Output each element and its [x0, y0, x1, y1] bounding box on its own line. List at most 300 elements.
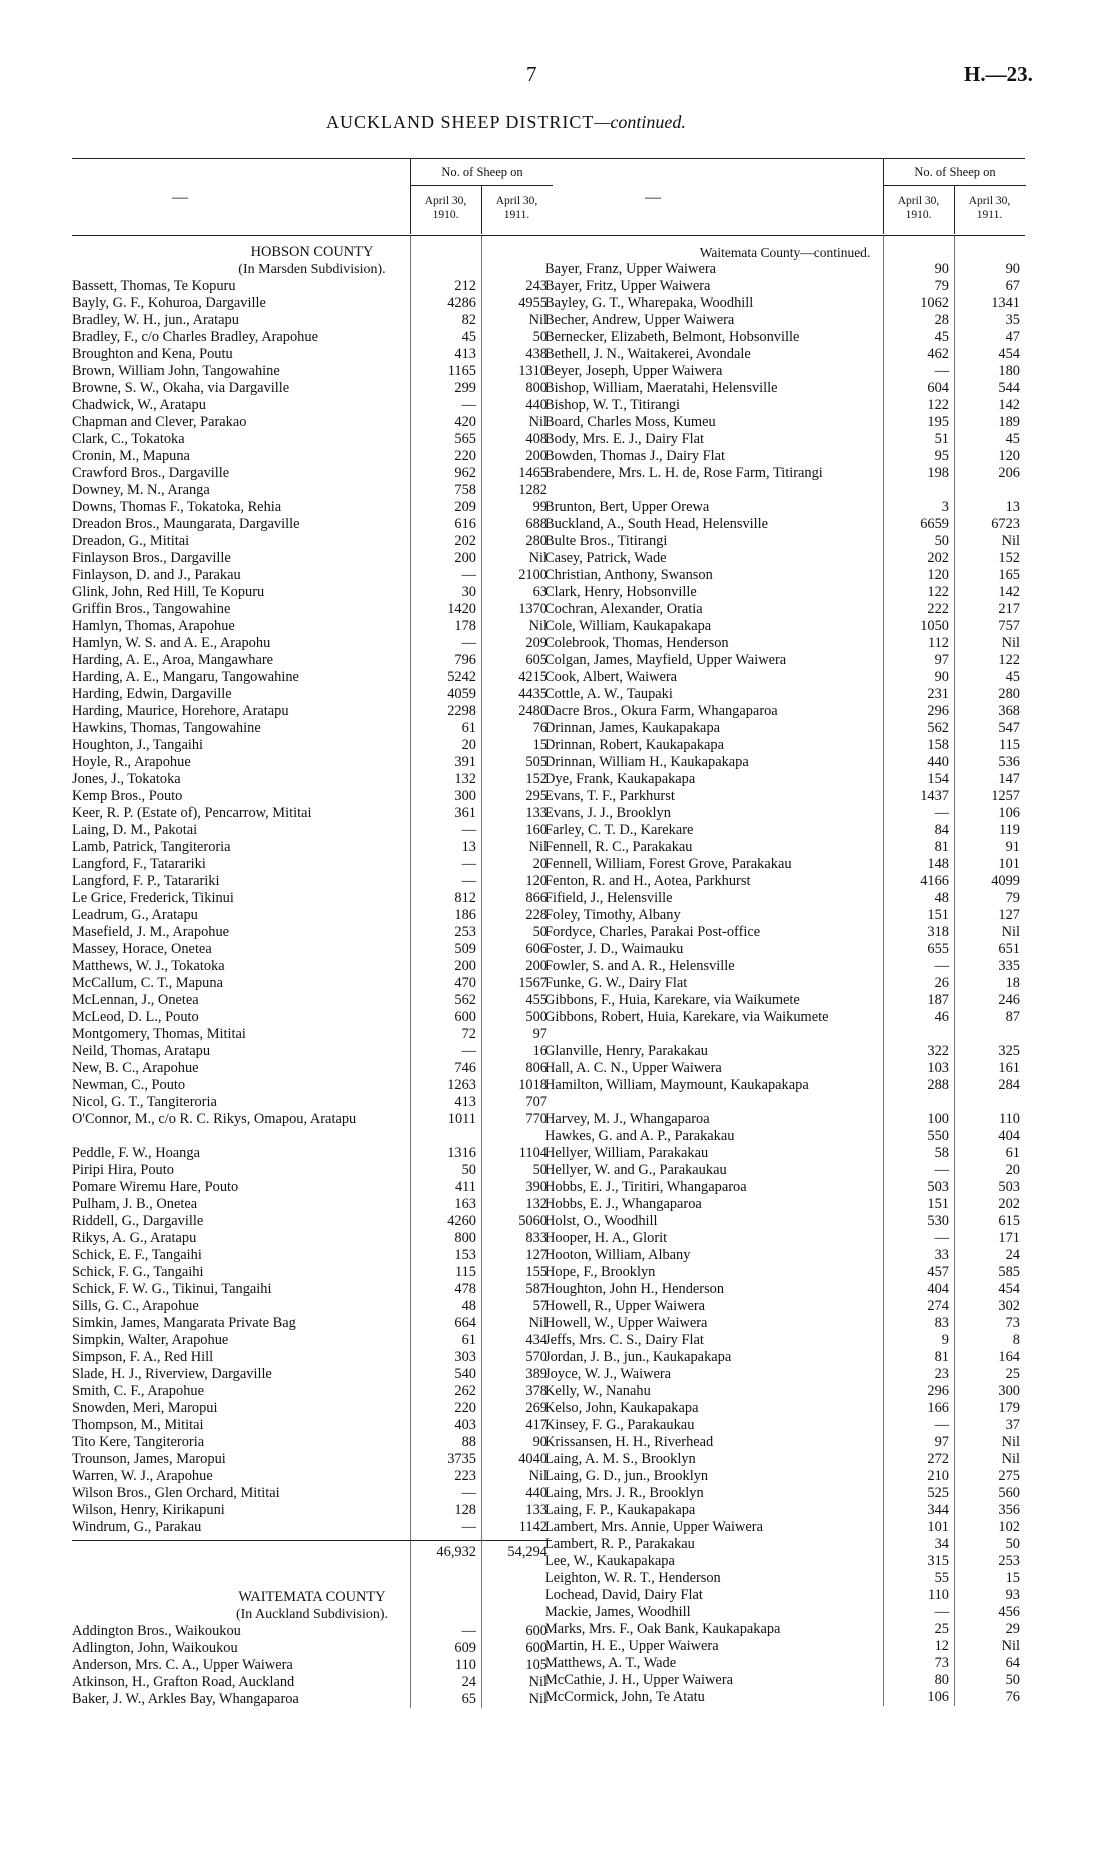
sheep-1910: 223 — [454, 1468, 476, 1484]
name-column-header: — — [645, 189, 661, 206]
sheep-1911: 440 — [525, 1485, 547, 1501]
sheep-1910: 51 — [934, 431, 949, 447]
sheep-1911: 73 — [1005, 1315, 1020, 1331]
owner-name: Langford, F. P., Tatarariki — [72, 873, 220, 889]
sheep-1910: 132 — [454, 771, 476, 787]
sheep-1910: — — [934, 1230, 949, 1246]
table-row — [545, 618, 1025, 635]
sheep-1910: 1062 — [920, 295, 949, 311]
owner-name: Lochead, David, Dairy Flat — [545, 1587, 703, 1603]
table-row — [545, 414, 1025, 431]
title-text: AUCKLAND SHEEP DISTRICT — [326, 112, 595, 132]
owner-name: Gibbons, Robert, Huia, Karekare, via Waikumete — [545, 1009, 829, 1025]
sheep-1910: 315 — [927, 1553, 949, 1569]
sheep-1911: 97 — [532, 1026, 547, 1042]
owner-name: Body, Mrs. E. J., Dairy Flat — [545, 431, 704, 447]
sheep-1910: 79 — [934, 278, 949, 294]
sheep-1910: 178 — [454, 618, 476, 634]
owner-name: Wilson Bros., Glen Orchard, Mititai — [72, 1485, 280, 1501]
table-row — [72, 958, 552, 975]
owner-name: Atkinson, H., Grafton Road, Auckland — [72, 1674, 295, 1690]
sheep-1911: 335 — [998, 958, 1020, 974]
sheep-1910: 318 — [927, 924, 949, 940]
sheep-1911: 600 — [525, 1640, 547, 1656]
owner-name: McCallum, C. T., Mapuna — [72, 975, 223, 991]
sheep-1911: 24 — [1005, 1247, 1020, 1263]
sheep-1911: 325 — [998, 1043, 1020, 1059]
table-row — [72, 924, 552, 941]
owner-name: Hope, F., Brooklyn — [545, 1264, 656, 1280]
sheep-1910: 20 — [461, 737, 476, 753]
table-row — [72, 890, 552, 907]
owner-name: Kemp Bros., Pouto — [72, 788, 183, 804]
table-row — [545, 1621, 1025, 1638]
owner-name: Broughton and Kena, Poutu — [72, 346, 233, 362]
table-row — [72, 941, 552, 958]
table-row — [545, 1349, 1025, 1366]
sheep-1911: 585 — [998, 1264, 1020, 1280]
owner-name: Bowden, Thomas J., Dairy Flat — [545, 448, 726, 464]
owner-name: Harding, Maurice, Horehore, Aratapu — [72, 703, 289, 719]
table-row — [545, 1536, 1025, 1553]
owner-name: Massey, Horace, Onetea — [72, 941, 212, 957]
hobson-total-row — [72, 1540, 552, 1563]
table-row — [545, 1111, 1025, 1128]
owner-name: Matthews, A. T., Wade — [545, 1655, 677, 1671]
sheep-1911: 50 — [532, 329, 547, 345]
sheep-1910: 3735 — [447, 1451, 476, 1467]
sheep-1910: 13 — [461, 839, 476, 855]
sheep-1911: 243 — [525, 278, 547, 294]
sheep-1911: 152 — [998, 550, 1020, 566]
table-row — [72, 618, 552, 635]
table-row — [545, 703, 1025, 720]
sheep-1910: 962 — [454, 465, 476, 481]
table-row — [72, 703, 552, 720]
sheep-1910: 2298 — [447, 703, 476, 719]
owner-name: Brabendere, Mrs. L. H. de, Rose Farm, Titirangi — [545, 465, 823, 481]
sheep-1911: 127 — [525, 1247, 547, 1263]
owner-name: Kelso, John, Kaukapakapa — [545, 1400, 699, 1416]
sheep-1911: Nil — [528, 414, 547, 430]
waitemata-county-heading: WAITEMATA COUNTY — [238, 1589, 386, 1605]
table-row — [545, 1298, 1025, 1315]
table-row — [545, 1213, 1025, 1230]
sheep-1911: 35 — [1005, 312, 1020, 328]
sheep-1911: 91 — [1005, 839, 1020, 855]
sheep-1910: 166 — [927, 1400, 949, 1416]
sheep-1911: 280 — [998, 686, 1020, 702]
owner-name: Jordan, J. B., jun., Kaukapakapa — [545, 1349, 732, 1365]
table-row — [72, 669, 552, 686]
owner-name: Adlington, John, Waikoukou — [72, 1640, 238, 1656]
table-row — [545, 992, 1025, 1009]
owner-name: Leadrum, G., Aratapu — [72, 907, 198, 923]
sheep-1910: 800 — [454, 1230, 476, 1246]
table-row — [545, 431, 1025, 448]
table-row — [72, 1264, 552, 1281]
sheep-1911: 209 — [525, 635, 547, 651]
owner-name: Hawkes, G. and A. P., Parakakau — [545, 1128, 735, 1144]
sheep-1911: 29 — [1005, 1621, 1020, 1637]
owner-name: Hellyer, William, Parakakau — [545, 1145, 709, 1161]
table-row — [545, 1655, 1025, 1672]
owner-name: Harding, Edwin, Dargaville — [72, 686, 232, 702]
owner-name: Schick, F. W. G., Tikinui, Tangaihi — [72, 1281, 272, 1297]
sheep-1910: 470 — [454, 975, 476, 991]
table-row — [545, 1060, 1025, 1077]
sheep-1911: 1465 — [518, 465, 547, 481]
sheep-1910: 122 — [927, 397, 949, 413]
owner-name: Foster, J. D., Waimauku — [545, 941, 684, 957]
owner-name: Kinsey, F. G., Parakaukau — [545, 1417, 695, 1433]
owner-name: Board, Charles Moss, Kumeu — [545, 414, 716, 430]
sheep-1910: 272 — [927, 1451, 949, 1467]
marsden-subdivision-heading: (In Marsden Subdivision). — [238, 262, 386, 277]
table-row — [72, 1623, 552, 1640]
table-row — [545, 1417, 1025, 1434]
sheep-1911: 4435 — [518, 686, 547, 702]
owner-name: Drinnan, James, Kaukapakapa — [545, 720, 721, 736]
table-row — [545, 312, 1025, 329]
page-number: 7 — [526, 62, 537, 86]
owner-name: Jones, J., Tokatoka — [72, 771, 181, 787]
total-1910: 46,932 — [436, 1544, 476, 1560]
owner-name: Krissansen, H. H., Riverhead — [545, 1434, 714, 1450]
sheep-1911: 171 — [998, 1230, 1020, 1246]
total-1911: 54,294 — [507, 1544, 547, 1560]
sheep-1910: — — [934, 363, 949, 379]
owner-name: Foley, Timothy, Albany — [545, 907, 681, 923]
table-row — [545, 924, 1025, 941]
owner-name: McCathie, J. H., Upper Waiwera — [545, 1672, 733, 1688]
owner-name: Laing, F. P., Kaukapakapa — [545, 1502, 696, 1518]
table-row — [72, 1179, 552, 1196]
owner-name: Hobbs, E. J., Tiritiri, Whangaparoa — [545, 1179, 747, 1195]
sheep-1911: 202 — [998, 1196, 1020, 1212]
sheep-1911: 560 — [998, 1485, 1020, 1501]
table-row — [72, 754, 552, 771]
sheep-1911: 142 — [998, 397, 1020, 413]
table-row — [72, 1094, 552, 1111]
sheep-1911: 50 — [1005, 1536, 1020, 1552]
table-row — [72, 839, 552, 856]
owner-name: Hoyle, R., Arapohue — [72, 754, 191, 770]
table-row — [545, 737, 1025, 754]
sheep-count-header: No. of Sheep on — [883, 159, 1026, 186]
waitemata-county-rows — [72, 1623, 552, 1708]
sheep-1911: 15 — [532, 737, 547, 753]
table-row — [72, 1502, 552, 1519]
sheep-1911: 8 — [1012, 1332, 1020, 1348]
sheep-1911: 50 — [532, 924, 547, 940]
table-row — [72, 1213, 552, 1230]
sheep-1910: — — [934, 1604, 949, 1620]
sheep-1910: 198 — [927, 465, 949, 481]
table-row — [72, 601, 552, 618]
sheep-1910: — — [934, 958, 949, 974]
table-row — [72, 278, 552, 295]
owner-name: Laing, A. M. S., Brooklyn — [545, 1451, 696, 1467]
sheep-1911: 228 — [525, 907, 547, 923]
table-row — [72, 1332, 552, 1349]
sheep-1911: 206 — [998, 465, 1020, 481]
owner-name: Becher, Andrew, Upper Waiwera — [545, 312, 735, 328]
sheep-1911: 570 — [525, 1349, 547, 1365]
owner-name: Fennell, R. C., Parakakau — [545, 839, 693, 855]
sheep-1911: 147 — [998, 771, 1020, 787]
sheep-1910: — — [461, 873, 476, 889]
owner-name: Hamlyn, W. S. and A. E., Arapohu — [72, 635, 271, 651]
sheep-1911: 417 — [525, 1417, 547, 1433]
table-row — [72, 652, 552, 669]
sheep-1910: 403 — [454, 1417, 476, 1433]
sheep-1911: 37 — [1005, 1417, 1020, 1433]
sheep-1911: 500 — [525, 1009, 547, 1025]
owner-name: Martin, H. E., Upper Waiwera — [545, 1638, 719, 1654]
sheep-1911: 45 — [1005, 431, 1020, 447]
owner-name: Marks, Mrs. F., Oak Bank, Kaukapakapa — [545, 1621, 781, 1637]
sheep-1910: 562 — [454, 992, 476, 1008]
sheep-1910: 796 — [454, 652, 476, 668]
sheep-1910: 153 — [454, 1247, 476, 1263]
sheep-1911: 438 — [525, 346, 547, 362]
table-row — [72, 1366, 552, 1383]
owner-name: Newman, C., Pouto — [72, 1077, 186, 1093]
sheep-1911: 806 — [525, 1060, 547, 1076]
table-row — [72, 1349, 552, 1366]
sheep-1911: 61 — [1005, 1145, 1020, 1161]
sheep-1911: 800 — [525, 380, 547, 396]
sheep-1910: 163 — [454, 1196, 476, 1212]
sheep-1911: 50 — [532, 1162, 547, 1178]
owner-name: Dacre Bros., Okura Farm, Whangaparoa — [545, 703, 778, 719]
sheep-1910: 420 — [454, 414, 476, 430]
table-row — [545, 533, 1025, 550]
sheep-1910: 50 — [934, 533, 949, 549]
owner-name: Snowden, Meri, Maropui — [72, 1400, 218, 1416]
owner-name: Hellyer, W. and G., Parakaukau — [545, 1162, 727, 1178]
owner-name: Harvey, M. J., Whangaparoa — [545, 1111, 710, 1127]
owner-name: Piripi Hira, Pouto — [72, 1162, 174, 1178]
table-row — [72, 975, 552, 992]
sheep-1910: 457 — [927, 1264, 949, 1280]
sheep-1911: 275 — [998, 1468, 1020, 1484]
sheep-1911: 615 — [998, 1213, 1020, 1229]
table-row — [72, 346, 552, 363]
sheep-1910: 73 — [934, 1655, 949, 1671]
sheep-1910: 48 — [934, 890, 949, 906]
table-row — [545, 1638, 1025, 1655]
owner-name: Montgomery, Thomas, Mititai — [72, 1026, 246, 1042]
sheep-1910: 212 — [454, 278, 476, 294]
sheep-1910: — — [461, 856, 476, 872]
left-column — [72, 158, 552, 1708]
sheep-1910: 154 — [927, 771, 949, 787]
sheep-1911: 4955 — [518, 295, 547, 311]
owner-name: Browne, S. W., Okaha, via Dargaville — [72, 380, 290, 396]
sheep-1911: 454 — [998, 346, 1020, 362]
owner-name: Simpkin, Walter, Arapohue — [72, 1332, 229, 1348]
table-row — [545, 1451, 1025, 1468]
sheep-1910: 200 — [454, 958, 476, 974]
sheep-1910: 151 — [927, 907, 949, 923]
sheep-1911: 6723 — [991, 516, 1020, 532]
sheep-1911: 110 — [998, 1111, 1020, 1127]
sheep-1911: 101 — [998, 856, 1020, 872]
sheep-1911: 106 — [998, 805, 1020, 821]
sheep-1910: 391 — [454, 754, 476, 770]
table-row — [72, 1247, 552, 1264]
owner-name: Gibbons, F., Huia, Karekare, via Waikumete — [545, 992, 800, 1008]
table-row — [72, 907, 552, 924]
owner-name: Cook, Albert, Waiwera — [545, 669, 678, 685]
table-row — [545, 652, 1025, 669]
owner-name: McLennan, J., Onetea — [72, 992, 199, 1008]
sheep-1911: 57 — [532, 1298, 547, 1314]
sheep-1911: 99 — [532, 499, 547, 515]
sheep-1911: 76 — [1005, 1689, 1020, 1705]
sheep-1911: 132 — [525, 1196, 547, 1212]
sheep-1911: 63 — [532, 584, 547, 600]
sheep-1911: 1341 — [991, 295, 1020, 311]
sheep-1910: 1165 — [447, 363, 476, 379]
waitemata-continued-heading: Waitemata County—continued. — [699, 245, 871, 260]
owner-name: Finlayson Bros., Dargaville — [72, 550, 231, 566]
sheep-1910: 262 — [454, 1383, 476, 1399]
date-1910-header: April 30, 1910. — [410, 186, 480, 234]
table-row — [72, 499, 552, 516]
sheep-1910: 50 — [461, 1162, 476, 1178]
owner-name: Drinnan, William H., Kaukapakapa — [545, 754, 749, 770]
sheep-1910: 604 — [927, 380, 949, 396]
owner-name: Harding, A. E., Mangaru, Tangowahine — [72, 669, 299, 685]
sheep-1910: 550 — [927, 1128, 949, 1144]
owner-name: Lambert, Mrs. Annie, Upper Waiwera — [545, 1519, 763, 1535]
owner-name: Rikys, A. G., Aratapu — [72, 1230, 197, 1246]
sheep-1910: 58 — [934, 1145, 949, 1161]
sheep-1910: 210 — [927, 1468, 949, 1484]
owner-name: Fowler, S. and A. R., Helensville — [545, 958, 735, 974]
owner-name: Neild, Thomas, Aratapu — [72, 1043, 211, 1059]
owner-name: Bayly, G. F., Kohuroa, Dargaville — [72, 295, 266, 311]
owner-name: Riddell, G., Dargaville — [72, 1213, 204, 1229]
owner-name: O'Connor, M., c/o R. C. Rikys, Omapou, Aratapu — [72, 1111, 357, 1127]
sheep-1911: Nil — [1001, 1451, 1020, 1467]
owner-name: Masefield, J. M., Arapohue — [72, 924, 230, 940]
owner-name: Bulte Bros., Titirangi — [545, 533, 668, 549]
sheep-1910: 1050 — [920, 618, 949, 634]
owner-name: Cronin, M., Mapuna — [72, 448, 190, 464]
sheep-1910: 655 — [927, 941, 949, 957]
owner-name: Tito Kere, Tangiteroria — [72, 1434, 205, 1450]
table-row — [545, 1553, 1025, 1570]
owner-name: Addington Bros., Waikoukou — [72, 1623, 241, 1639]
sheep-1911: 165 — [998, 567, 1020, 583]
owner-name: Bradley, F., c/o Charles Bradley, Arapohue — [72, 329, 318, 345]
owner-name: Schick, E. F., Tangaihi — [72, 1247, 202, 1263]
sheep-1911: 93 — [1005, 1587, 1020, 1603]
sheep-1910: 413 — [454, 346, 476, 362]
sheep-1910: 1011 — [447, 1111, 476, 1127]
sheep-1910: 404 — [927, 1281, 949, 1297]
sheep-1910: 97 — [934, 1434, 949, 1450]
sheep-1911: Nil — [1001, 635, 1020, 651]
sheep-1911: 120 — [525, 873, 547, 889]
table-row — [72, 720, 552, 737]
owner-name: New, B. C., Arapohue — [72, 1060, 199, 1076]
sheep-1910: 115 — [454, 1264, 476, 1280]
sheep-1910: 72 — [461, 1026, 476, 1042]
sheep-1910: 202 — [454, 533, 476, 549]
sheep-1911: 15 — [1005, 1570, 1020, 1586]
sheep-1911: 1310 — [518, 363, 547, 379]
sheep-1910: 106 — [927, 1689, 949, 1705]
owner-name: Bethell, J. N., Waitakerei, Avondale — [545, 346, 751, 362]
owner-name: Hobbs, E. J., Whangaparoa — [545, 1196, 702, 1212]
owner-name: Joyce, W. J., Waiwera — [545, 1366, 672, 1382]
owner-name: Slade, H. J., Riverview, Dargaville — [72, 1366, 272, 1382]
sheep-1910: — — [461, 1519, 476, 1535]
owner-name: Fifield, J., Helensville — [545, 890, 673, 906]
sheep-1911: 404 — [998, 1128, 1020, 1144]
owner-name: Dye, Frank, Kaukapakapa — [545, 771, 696, 787]
table-row — [72, 1145, 552, 1162]
sheep-1910: 1316 — [447, 1145, 476, 1161]
sheep-1910: 110 — [454, 1657, 476, 1673]
owner-name: Wilson, Henry, Kirikapuni — [72, 1502, 225, 1518]
sheep-1910: 103 — [927, 1060, 949, 1076]
sheep-1910: 303 — [454, 1349, 476, 1365]
sheep-1911: 390 — [525, 1179, 547, 1195]
sheep-1911: 2100 — [518, 567, 547, 583]
sheep-1910: 110 — [927, 1587, 949, 1603]
table-row — [545, 754, 1025, 771]
owner-name: Windrum, G., Parakau — [72, 1519, 202, 1535]
sheep-1910: 509 — [454, 941, 476, 957]
sheep-1910: 128 — [454, 1502, 476, 1518]
owner-name: Houghton, J., Tangaihi — [72, 737, 204, 753]
sheep-1911: 505 — [525, 754, 547, 770]
sheep-1910: — — [461, 635, 476, 651]
table-row — [545, 295, 1025, 312]
owner-name: Simpson, F. A., Red Hill — [72, 1349, 214, 1365]
sheep-1911: 389 — [525, 1366, 547, 1382]
sheep-1910: 4059 — [447, 686, 476, 702]
sheep-1910: 84 — [934, 822, 949, 838]
sheep-1911: 378 — [525, 1383, 547, 1399]
sheep-1910: 3 — [941, 499, 949, 515]
sheep-1911: 13 — [1005, 499, 1020, 515]
table-row — [72, 1162, 552, 1179]
table-row — [545, 584, 1025, 601]
sheep-1910: 90 — [934, 669, 949, 685]
sheep-1911: 4099 — [991, 873, 1020, 889]
sheep-1910: 503 — [927, 1179, 949, 1195]
sheep-1910: 1420 — [447, 601, 476, 617]
owner-name: Trounson, James, Maropui — [72, 1451, 226, 1467]
owner-name: Buckland, A., South Head, Helensville — [545, 516, 769, 532]
table-row — [545, 499, 1025, 516]
sheep-1910: 34 — [934, 1536, 949, 1552]
owner-name: Peddle, F. W., Hoanga — [72, 1145, 200, 1161]
table-row — [72, 822, 552, 839]
table-row — [72, 1451, 552, 1468]
table-row — [545, 1672, 1025, 1689]
owner-name: Lee, W., Kaukapakapa — [545, 1553, 675, 1569]
sheep-1910: 61 — [461, 1332, 476, 1348]
table-row — [72, 788, 552, 805]
